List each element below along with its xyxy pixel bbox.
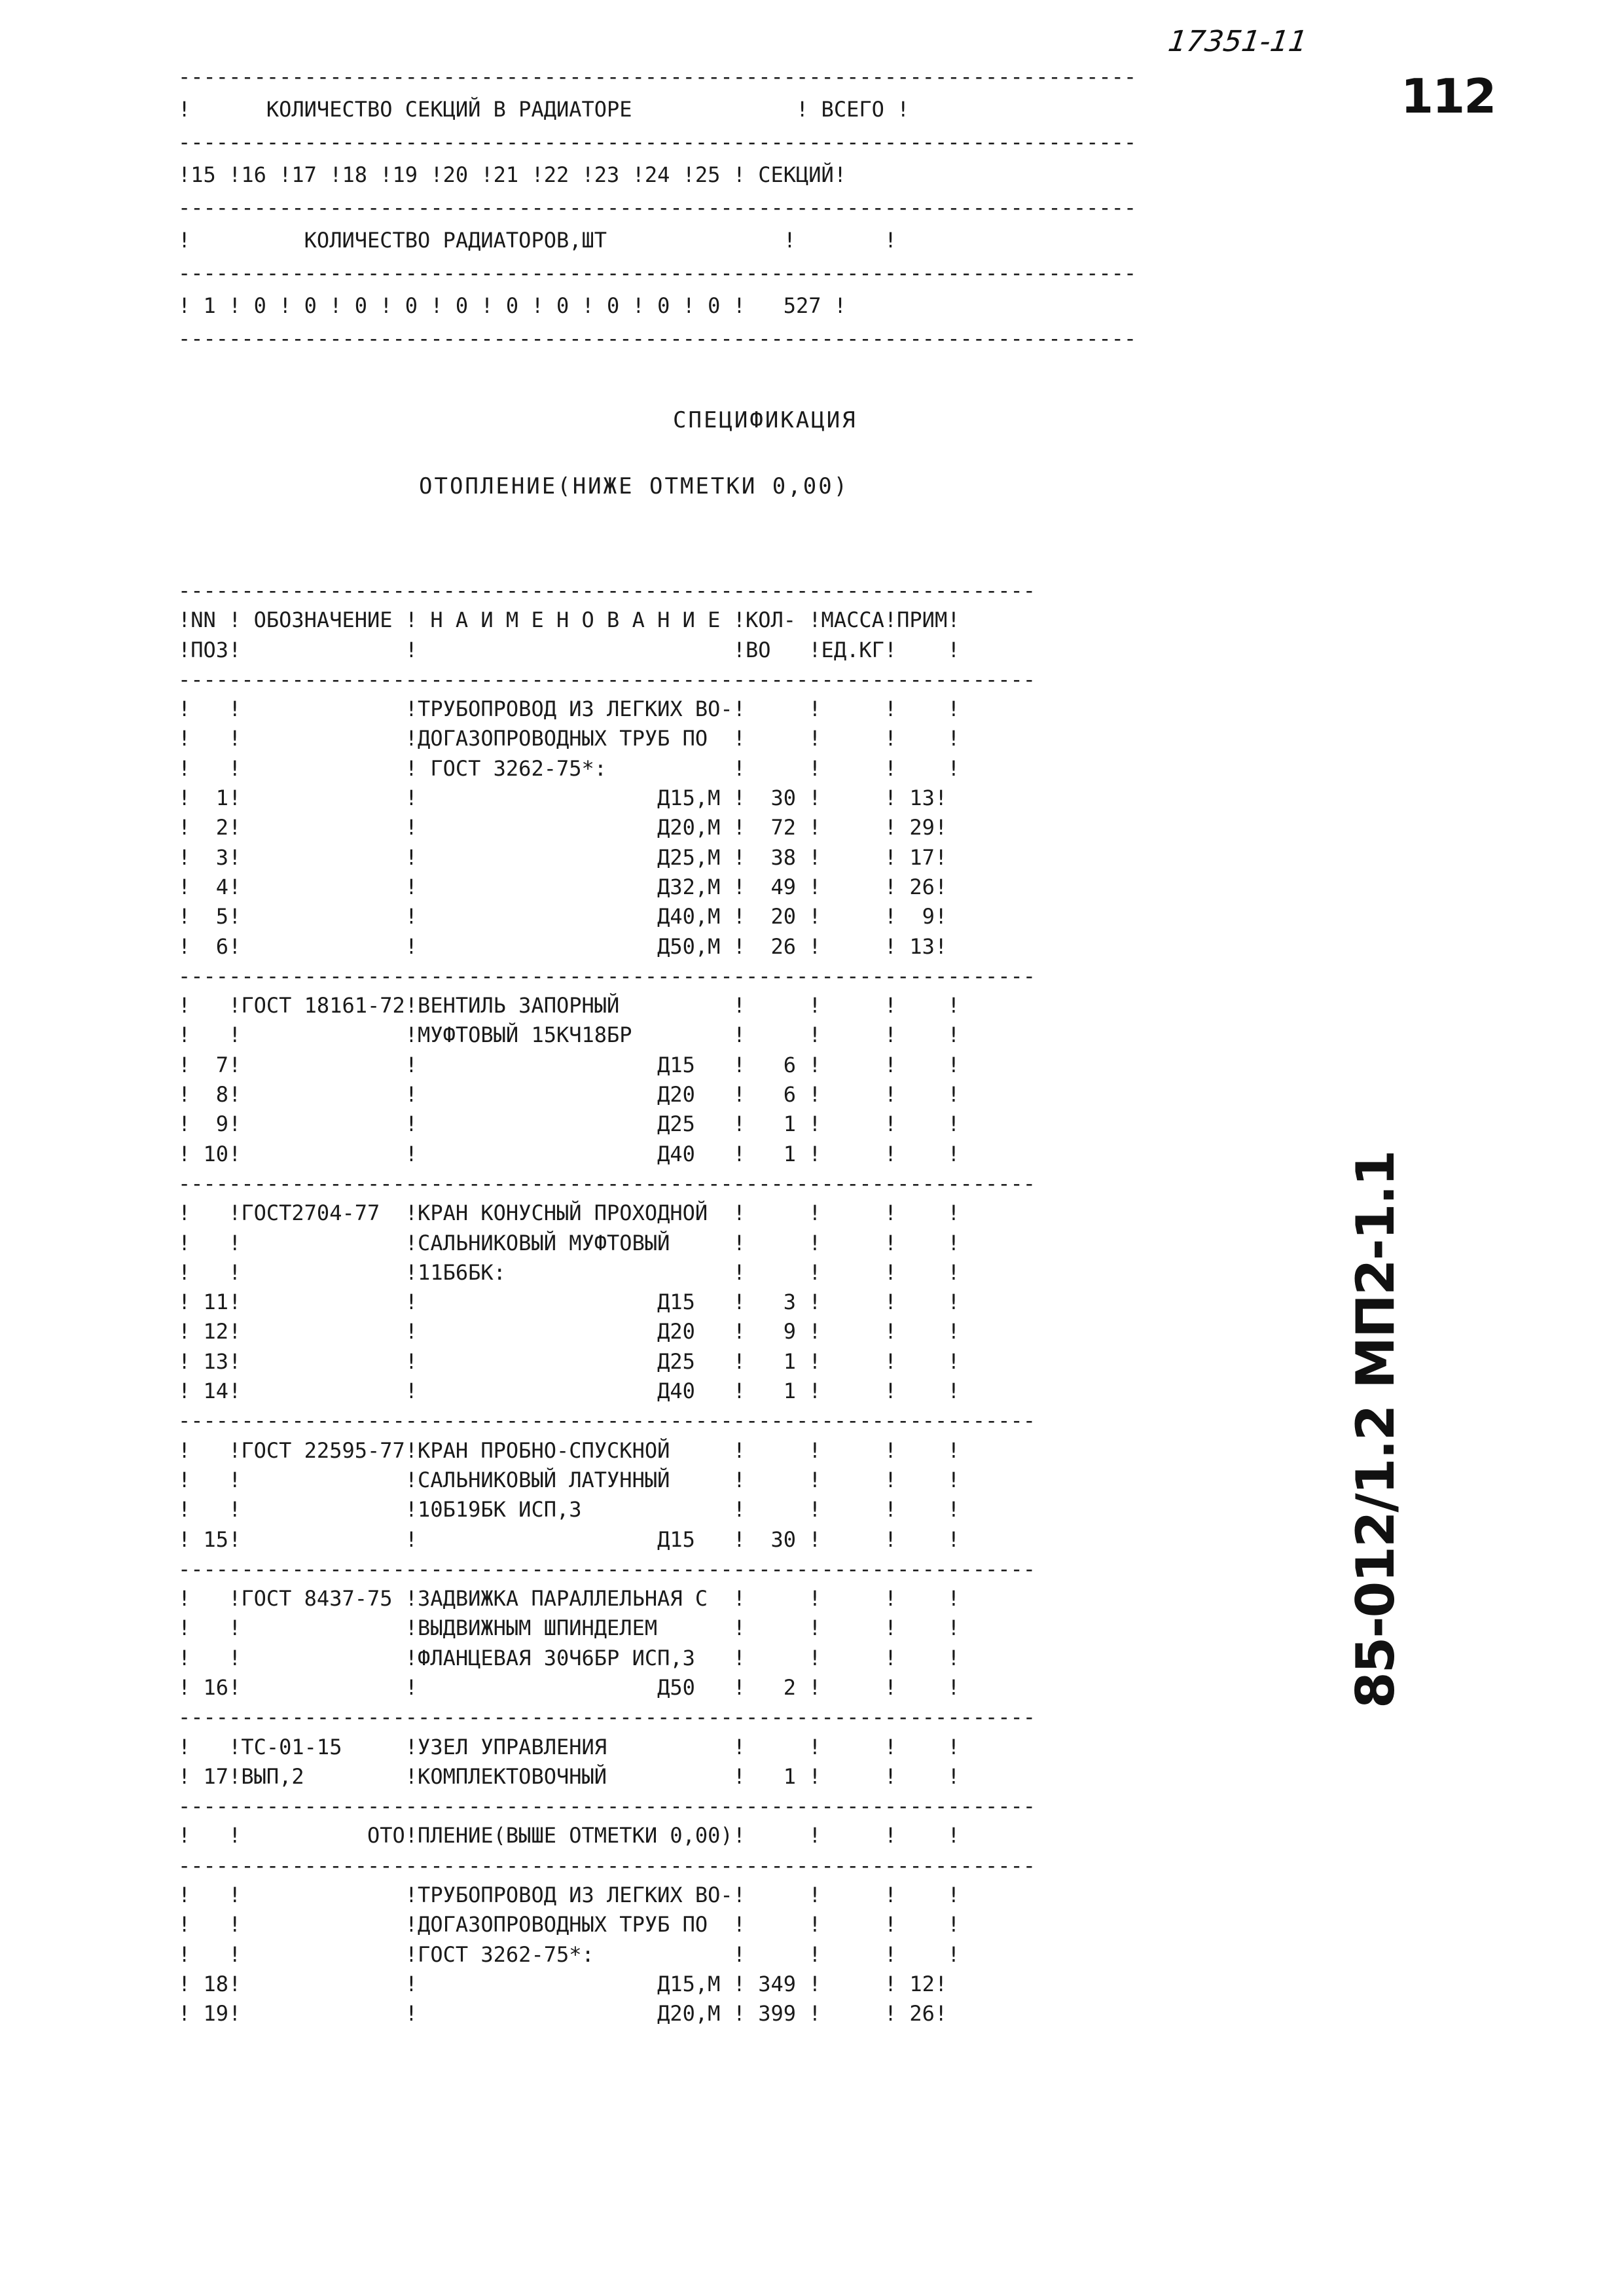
spec-table-line: ! 14! ! Д40 ! 1 ! ! ! — [178, 1379, 960, 1404]
spec-table-line: -------------------------------------------------------------------- — [178, 963, 1036, 988]
spec-table-line: ! 19! ! Д20,М ! 399 ! ! 26! — [178, 2001, 948, 2027]
specification-title: СПЕЦИФИКАЦИЯ — [673, 407, 857, 433]
spec-table-line: ! 18! ! Д15,М ! 349 ! ! 12! — [178, 1971, 948, 1996]
top-table-line: ---------------------------------------------------------------------------- — [178, 130, 1137, 154]
top-table-line: ! КОЛИЧЕСТВО РАДИАТОРОВ,ШТ ! ! — [178, 228, 897, 253]
spec-table-line: ! ! !МУФТОВЫЙ 15КЧ18БР ! ! ! ! — [178, 1022, 960, 1048]
side-document-code: 85-012/1.2 МП2-1.1 — [1345, 1151, 1406, 1708]
spec-table-line: -------------------------------------------------------------------- — [178, 666, 1036, 692]
spec-table-line: ! ! !ГОСТ 3262-75*: ! ! ! ! — [178, 1941, 960, 1967]
spec-table-line: ! !ГОСТ 18161-72!ВЕНТИЛЬ ЗАПОРНЫЙ ! ! ! ! — [178, 993, 960, 1018]
top-table-line: ---------------------------------------------------------------------------- — [178, 64, 1137, 89]
spec-table-line: ! !ТС-01-15 !УЗЕЛ УПРАВЛЕНИЯ ! ! ! ! — [178, 1734, 960, 1759]
spec-table-line: ! 8! ! Д20 ! 6 ! ! ! — [178, 1082, 960, 1108]
spec-table-line: -------------------------------------------------------------------- — [178, 1704, 1036, 1730]
top-table-line: ! 1 ! 0 ! 0 ! 0 ! 0 ! 0 ! 0 ! 0 ! 0 ! 0 ! 0 ! 527 ! — [178, 293, 847, 318]
spec-table-line: ! ! !САЛЬНИКОВЫЙ ЛАТУННЫЙ ! ! ! ! — [178, 1467, 960, 1492]
spec-table-line: ! 4! ! Д32,М ! 49 ! ! 26! — [178, 874, 948, 899]
spec-table-line: ! ! !ДОГАЗОПРОВОДНЫХ ТРУБ ПО ! ! ! ! — [178, 726, 960, 751]
page-number: 112 — [1401, 69, 1496, 124]
spec-table-line: ! ! !ТРУБОПРОВОД ИЗ ЛЕГКИХ ВО-! ! ! ! — [178, 1883, 960, 1908]
spec-table-line: ! ! !САЛЬНИКОВЫЙ МУФТОВЫЙ ! ! ! ! — [178, 1230, 960, 1255]
spec-table-line: ! ! !ТРУБОПРОВОД ИЗ ЛЕГКИХ ВО-! ! ! ! — [178, 696, 960, 722]
spec-table-line: -------------------------------------------------------------------- — [178, 1556, 1036, 1581]
spec-table-line: ! 12! ! Д20 ! 9 ! ! ! — [178, 1319, 960, 1344]
spec-table-line: -------------------------------------------------------------------- — [178, 1793, 1036, 1819]
spec-table-line: ! 15! ! Д15 ! 30 ! ! ! — [178, 1526, 960, 1552]
spec-table-line: ! ! !11Б6БК: ! ! ! ! — [178, 1259, 960, 1285]
top-table-line: ---------------------------------------------------------------------------- — [178, 261, 1137, 285]
spec-table-line: ! 7! ! Д15 ! 6 ! ! ! — [178, 1052, 960, 1077]
top-table-line: !15 !16 !17 !18 !19 !20 !21 !22 !23 !24 !25 ! СЕКЦИЙ! — [178, 162, 847, 187]
spec-table-line: ! ! !10Б19БК ИСП,3 ! ! ! ! — [178, 1497, 960, 1523]
specification-table — [178, 576, 1036, 2029]
spec-table-line: ! 9! ! Д25 ! 1 ! ! ! — [178, 1111, 960, 1137]
spec-table-line: ! ! !ВЫДВИЖНЫМ ШПИНДЕЛЕМ ! ! ! ! — [178, 1615, 960, 1641]
spec-table-line: ! !ГОСТ2704-77 !КРАН КОНУСНЫЙ ПРОХОДНОЙ ! ! ! ! — [178, 1200, 960, 1226]
spec-table-line: -------------------------------------------------------------------- — [178, 1170, 1036, 1196]
spec-table-line: ! 3! ! Д25,М ! 38 ! ! 17! — [178, 844, 948, 870]
top-table-line: ! КОЛИЧЕСТВО СЕКЦИЙ В РАДИАТОРЕ ! ВСЕГО ! — [178, 97, 910, 122]
spec-table-line: ! 2! ! Д20,М ! 72 ! ! 29! — [178, 815, 948, 840]
spec-table-line: ! 1! ! Д15,М ! 30 ! ! 13! — [178, 785, 948, 811]
spec-table-line: ! 10! ! Д40 ! 1 ! ! ! — [178, 1141, 960, 1166]
spec-table-line: -------------------------------------------------------------------- — [178, 1408, 1036, 1433]
spec-table-line: -------------------------------------------------------------------- — [178, 1852, 1036, 1878]
spec-table-line: ! 16! ! Д50 ! 2 ! ! ! — [178, 1674, 960, 1700]
radiator-sections-table — [178, 60, 1136, 355]
spec-table-line: ! 17!ВЫП,2 !КОМПЛЕКТОВОЧНЫЙ ! 1 ! ! ! — [178, 1763, 960, 1789]
spec-table-line: ! !ГОСТ 8437-75 !ЗАДВИЖКА ПАРАЛЛЕЛЬНАЯ С ! ! ! ! — [178, 1586, 960, 1612]
spec-table-line: ! ! ! ГОСТ 3262-75*: ! ! ! ! — [178, 755, 960, 781]
spec-table-line: ! !ГОСТ 22595-77!КРАН ПРОБНО-СПУСКНОЙ ! ! ! ! — [178, 1437, 960, 1463]
spec-table-line: !ПОЗ! ! !ВО !ЕД.КГ! ! — [178, 637, 960, 662]
spec-table-line: ! ! ОТО!ПЛЕНИЕ(ВЫШЕ ОТМЕТКИ 0,00)! ! ! ! — [178, 1823, 960, 1848]
spec-table-line: ! ! !ДОГАЗОПРОВОДНЫХ ТРУБ ПО ! ! ! ! — [178, 1912, 960, 1938]
spec-table-line: !NN ! ОБОЗНАЧЕНИЕ ! Н А И М Е Н О В А Н И Е !КОЛ- !МАССА!ПРИМ! — [178, 607, 960, 633]
spec-table-line: ! 5! ! Д40,М ! 20 ! ! 9! — [178, 904, 948, 929]
top-table-line: ---------------------------------------------------------------------------- — [178, 326, 1137, 351]
spec-table-line: ! ! !ФЛАНЦЕВАЯ 30Ч6БР ИСП,3 ! ! ! ! — [178, 1645, 960, 1670]
document-number: 17351-11 — [1166, 25, 1310, 58]
spec-table-line: ! 6! ! Д50,М ! 26 ! ! 13! — [178, 933, 948, 959]
spec-table-line: -------------------------------------------------------------------- — [178, 578, 1036, 603]
spec-table-line: ! 13! ! Д25 ! 1 ! ! ! — [178, 1348, 960, 1374]
top-table-line: ---------------------------------------------------------------------------- — [178, 195, 1137, 220]
specification-subtitle: ОТОПЛЕНИЕ(НИЖЕ ОТМЕТКИ 0,00) — [419, 473, 850, 499]
spec-table-line: ! 11! ! Д15 ! 3 ! ! ! — [178, 1289, 960, 1315]
